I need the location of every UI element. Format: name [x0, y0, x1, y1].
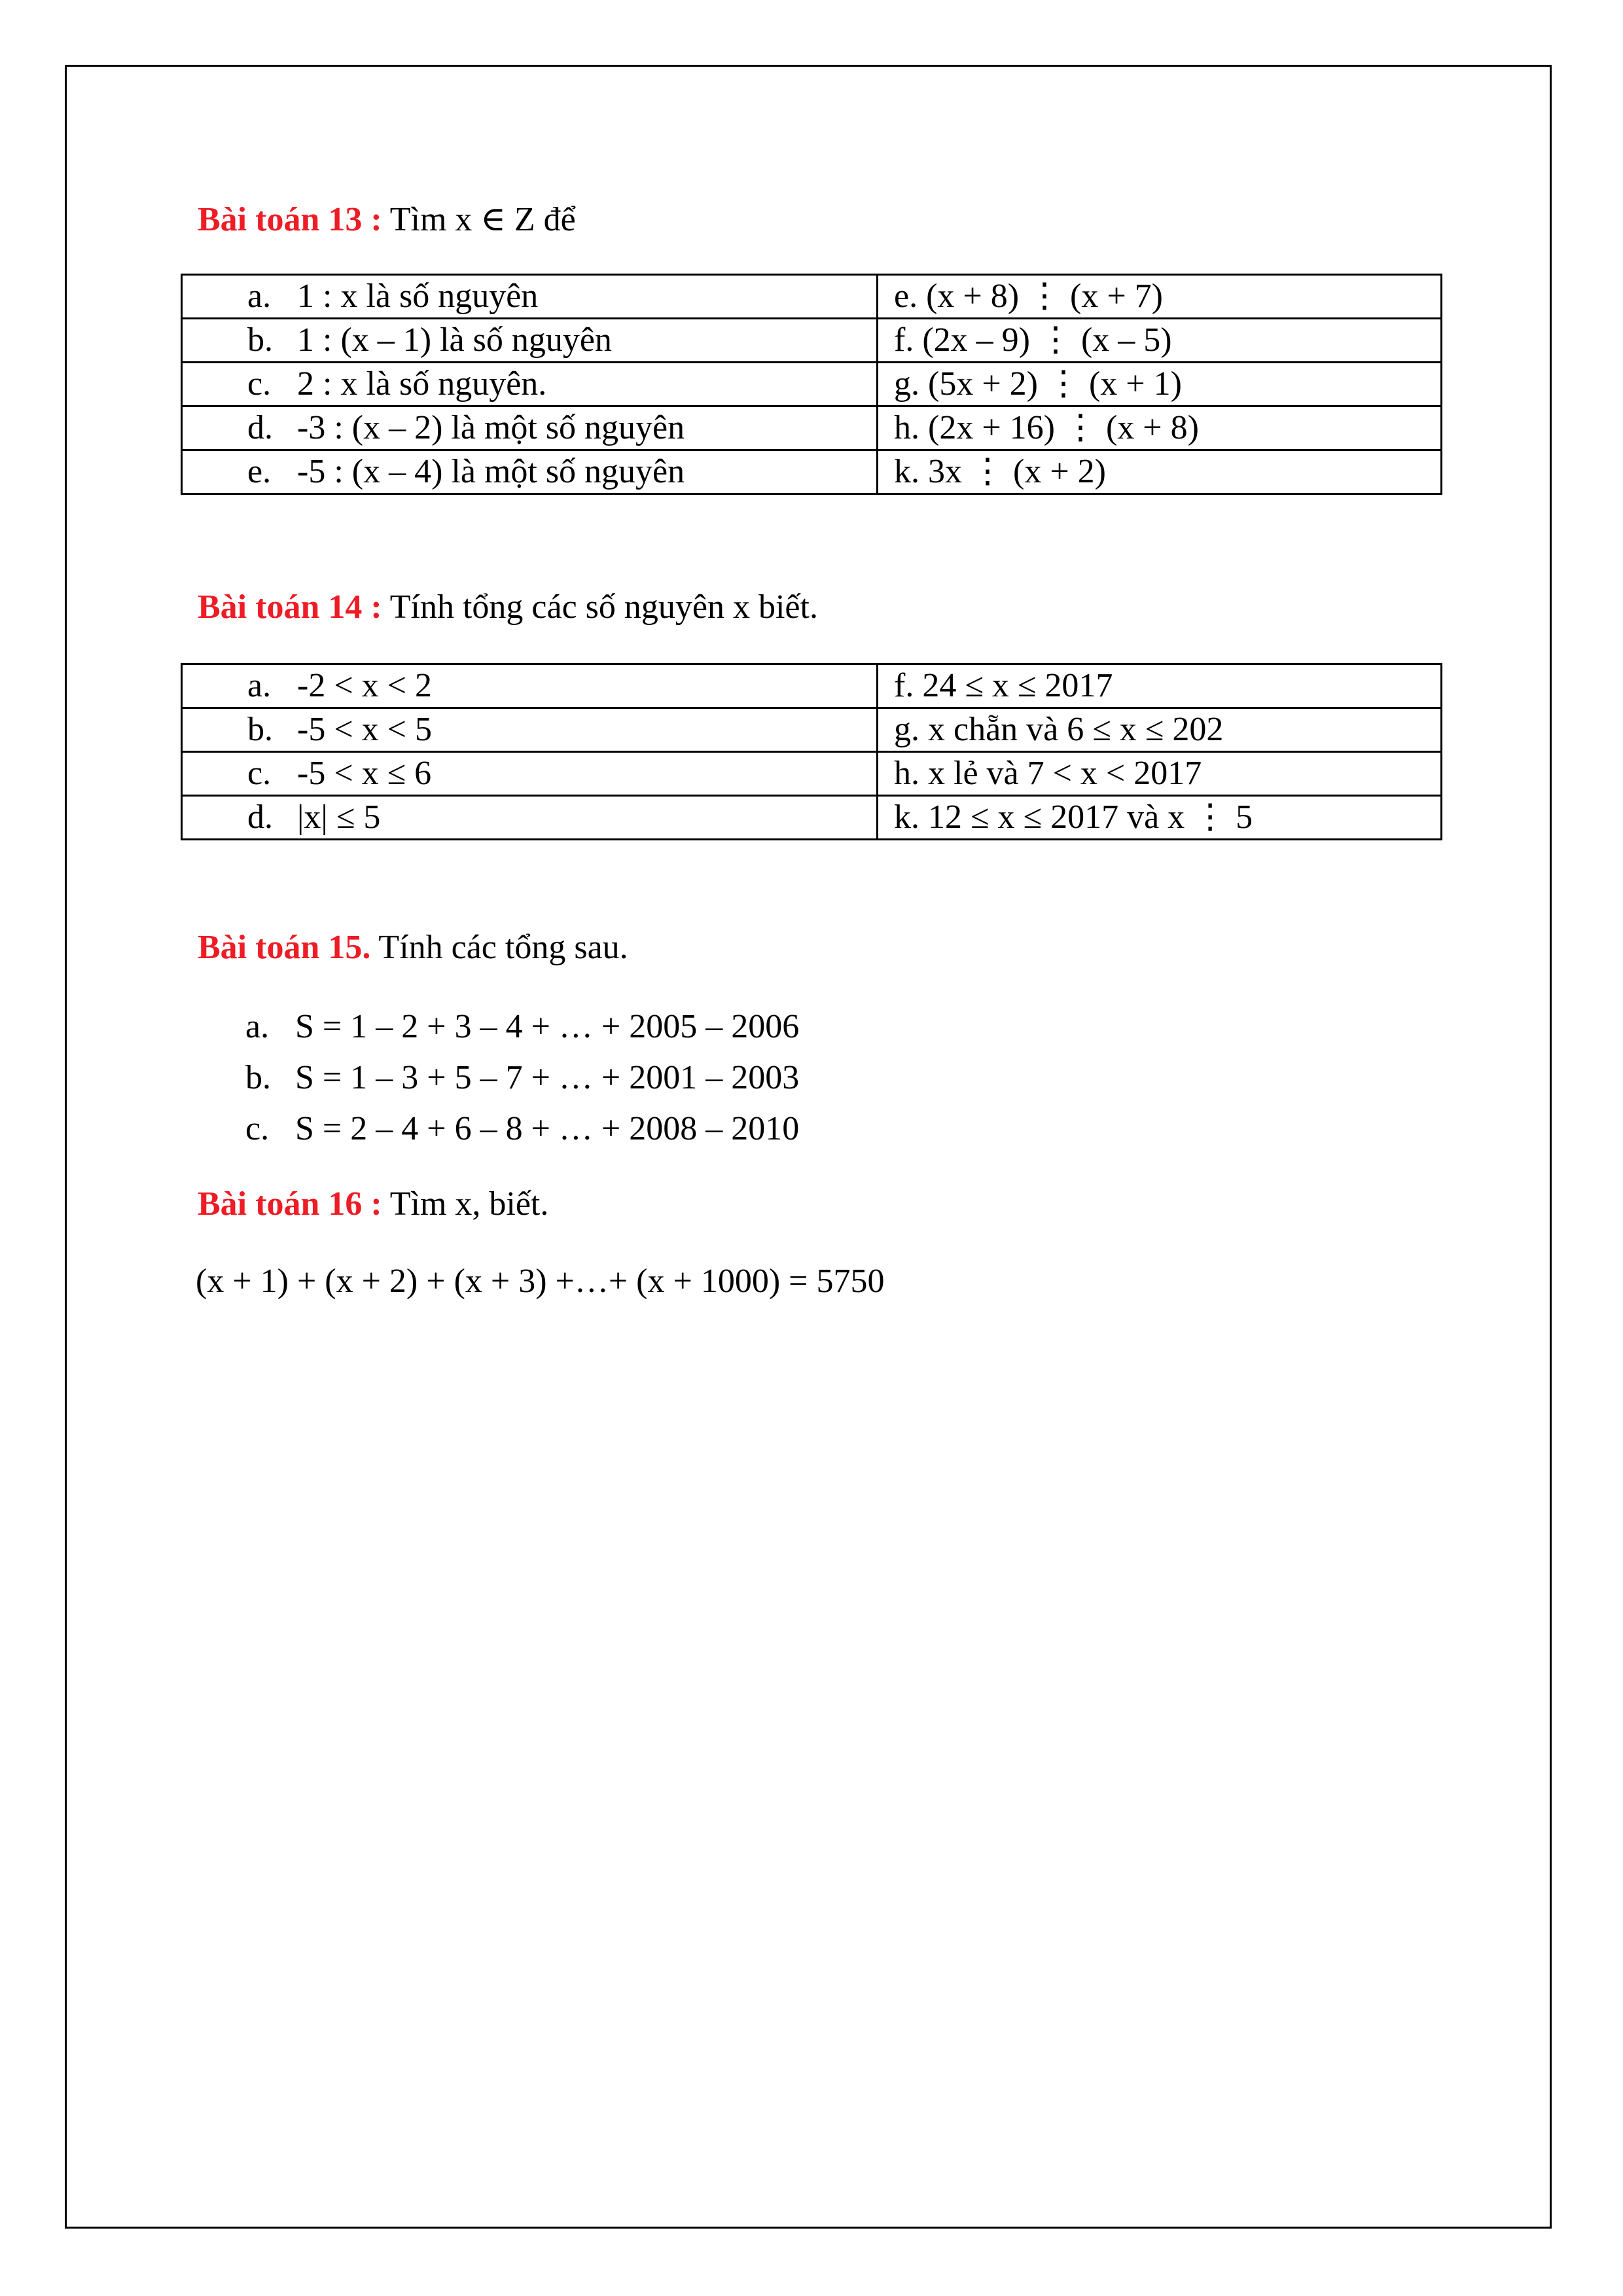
table-cell: f. 24 ≤ x ≤ 2017 — [878, 664, 1442, 708]
table-cell: g. (5x + 2) ⋮ (x + 1) — [878, 363, 1442, 406]
problem-15-list — [245, 1001, 799, 1155]
problem-16-heading — [198, 1185, 548, 1224]
problem-15-text: Tính các tổng sau. — [370, 929, 628, 966]
item-letter: b. — [247, 711, 273, 748]
problem-14-heading — [198, 588, 818, 627]
item-letter: c. — [247, 755, 272, 792]
table-cell — [182, 363, 878, 406]
problem-15-label: Bài toán 15. — [198, 929, 371, 966]
list-item — [245, 1103, 799, 1155]
item-text: 1 : (x – 1) là số nguyên — [297, 321, 612, 359]
table-cell: e. (x + 8) ⋮ (x + 7) — [878, 275, 1442, 319]
problem-16-label: Bài toán 16 : — [198, 1185, 382, 1223]
table-cell — [182, 796, 878, 840]
table-cell: f. (2x – 9) ⋮ (x – 5) — [878, 319, 1442, 363]
table-cell — [182, 275, 878, 319]
item-letter: a. — [247, 278, 272, 315]
table-row — [182, 708, 1442, 752]
problem-14-label: Bài toán 14 : — [198, 588, 382, 626]
problem-16-equation: (x + 1) + (x + 2) + (x + 3) +…+ (x + 1000) = 5750 — [196, 1263, 885, 1300]
item-text: -5 < x ≤ 6 — [297, 755, 432, 792]
table-row — [182, 275, 1442, 319]
item-letter: d. — [247, 798, 273, 836]
table-cell — [182, 319, 878, 363]
table-cell: g. x chẵn và 6 ≤ x ≤ 202 — [878, 708, 1442, 752]
item-letter: b. — [245, 1059, 271, 1096]
item-text: -2 < x < 2 — [297, 667, 432, 704]
table-row — [182, 319, 1442, 363]
item-letter: a. — [247, 667, 272, 704]
table-row — [182, 363, 1442, 406]
item-letter: d. — [247, 409, 273, 446]
table-row — [182, 796, 1442, 840]
problem-13-heading — [198, 200, 576, 240]
table-row — [182, 664, 1442, 708]
item-text: S = 1 – 3 + 5 – 7 + … + 2001 – 2003 — [295, 1059, 800, 1096]
problem-15-heading — [198, 928, 628, 967]
problem-14-text: Tính tổng các số nguyên x biết. — [382, 588, 818, 626]
table-cell: k. 3x ⋮ (x + 2) — [878, 450, 1442, 494]
table-cell — [182, 406, 878, 450]
table-cell — [182, 664, 878, 708]
list-item — [245, 1001, 799, 1052]
table-row — [182, 406, 1442, 450]
item-letter: b. — [247, 321, 273, 359]
item-text: S = 1 – 2 + 3 – 4 + … + 2005 – 2006 — [295, 1008, 800, 1045]
item-text: -3 : (x – 2) là một số nguyên — [297, 409, 685, 446]
problem-13-text: Tìm x ∈ Z để — [382, 201, 576, 238]
item-letter: c. — [245, 1110, 270, 1147]
item-letter: c. — [247, 365, 272, 403]
item-text: -5 : (x – 4) là một số nguyên — [297, 453, 685, 490]
list-item — [245, 1052, 799, 1103]
item-text: -5 < x < 5 — [297, 711, 432, 748]
item-letter: a. — [245, 1008, 270, 1045]
table-cell: h. x lẻ và 7 < x < 2017 — [878, 752, 1442, 796]
table-cell — [182, 708, 878, 752]
item-letter: e. — [247, 453, 272, 490]
problem-13-label: Bài toán 13 : — [198, 201, 382, 238]
problem-16-text: Tìm x, biết. — [382, 1185, 549, 1223]
table-cell — [182, 752, 878, 796]
item-text: 2 : x là số nguyên. — [297, 365, 547, 403]
problem-14-table — [181, 663, 1442, 840]
item-text: |x| ≤ 5 — [297, 798, 381, 836]
table-cell — [182, 450, 878, 494]
table-cell: h. (2x + 16) ⋮ (x + 8) — [878, 406, 1442, 450]
item-text: 1 : x là số nguyên — [297, 278, 539, 315]
problem-13-table — [181, 274, 1442, 495]
item-text: S = 2 – 4 + 6 – 8 + … + 2008 – 2010 — [295, 1110, 800, 1147]
table-row — [182, 752, 1442, 796]
table-cell: k. 12 ≤ x ≤ 2017 và x ⋮ 5 — [878, 796, 1442, 840]
table-row — [182, 450, 1442, 494]
